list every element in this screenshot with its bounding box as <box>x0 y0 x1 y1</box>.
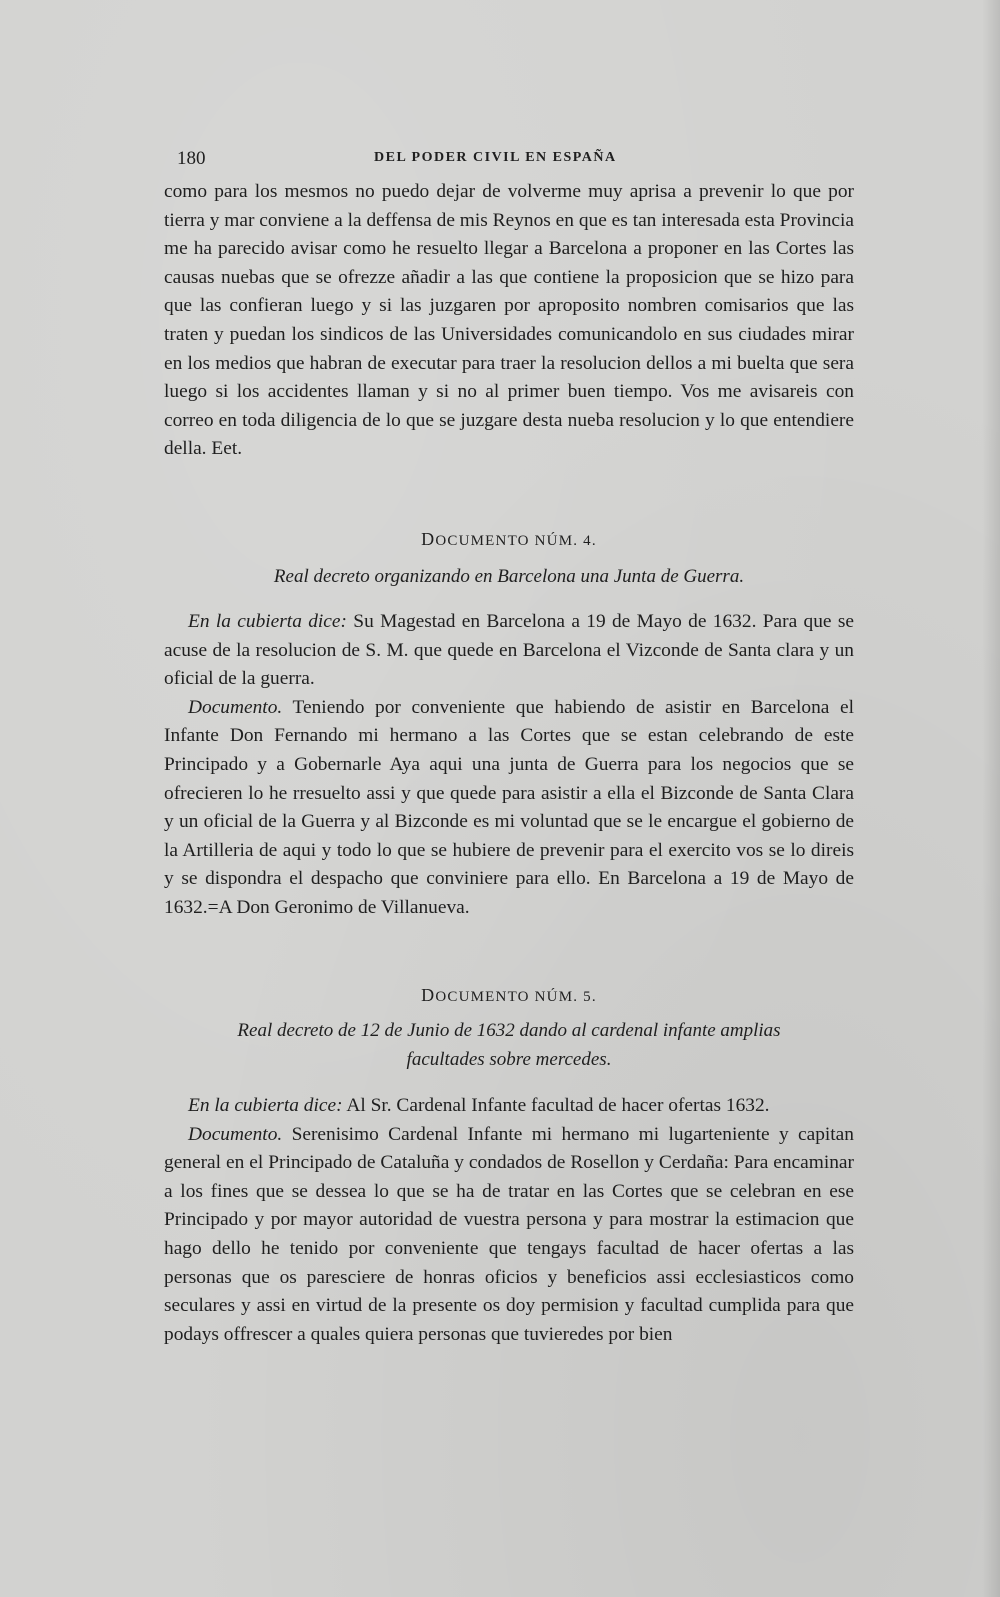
document-5-document-text: Serenisimo Cardenal Infante mi hermano mi lugarteniente y capitan general en el Principado de Cataluña y condados de Rosellon y Cerdaña: Para encaminar a los fines que se dessea lo que se ha de tratar en las Cortes que se celebran en ese Principado y por mayor autoridad de vuestra persona y para mostrar la estimacion que hago dello he tenido por conveniente que tengays facultad de hacer ofertas a las personas que os paresciere de honras oficios y beneficios assi ecclesiasticos como seculares y assi en virtud de la presente os doy permision y facultad cumplida para que podays offrescer a quales quiera personas que tuvieredes por bien <box>164 1123 854 1345</box>
page-header <box>177 148 632 172</box>
document-5-heading-initial: D <box>421 985 436 1005</box>
document-4-cover-paragraph <box>164 608 854 694</box>
document-5-cover-label: En la cubierta dice: <box>188 1095 343 1116</box>
document-5-cover-text: Al Sr. Cardenal Infante facultad de hacer ofertas 1632. <box>346 1095 770 1116</box>
document-4-heading-initial: D <box>421 529 436 549</box>
document-5-title-line-1: Real decreto de 12 de Junio de 1632 dando al cardenal infante amplias <box>237 1020 781 1041</box>
continuation-paragraph-block <box>164 178 854 464</box>
document-5-heading-rest: OCUMENTO NÚM. 5. <box>435 989 597 1005</box>
document-5-title <box>164 1016 854 1074</box>
continuation-paragraph: como para los mesmos no puedo dejar de volverme muy aprisa a prevenir lo que por tierra y mar conviene a la deffensa de mis Reynos en que es tan interesada esta Provincia me ha parecido avisar como he resuelto llegar a Barcelona a proponer en las Cortes las causas nuebas que se ofrezze añadir a las que contiene la proposicion que se hizo para que las confieran luego y si las juzgaren por aproposito nombren comisarios que las traten y puedan los sindicos de las Universidades comunicandolo en sus ciudades mirar en los medios que habran de executar para traer la resolucion dellos a mi buelta que sera luego si los accidentes llaman y si no al primer buen tiempo. Vos me avisareis con correo en toda diligencia de lo que se juzgare desta nueba resolucion y lo que entendiere della. Eet. <box>164 181 854 460</box>
document-5-document-label: Documento. <box>188 1123 283 1145</box>
document-4-heading <box>164 529 854 550</box>
document-4-cover-text: Su Magestad en Barcelona a 19 de Mayo de 1632. Para que se acuse de la resolucion de S. M. que quede en Barcelona el Vizconde de Santa clara y un oficial de la guerra. <box>164 611 854 690</box>
document-5-heading <box>164 985 854 1006</box>
document-5-cover-paragraph <box>164 1092 854 1121</box>
document-4-document-label: Documento. <box>188 696 283 718</box>
page-number: 180 <box>177 148 206 169</box>
document-4-title: Real decreto organizando en Barcelona una Junta de Guerra. <box>273 566 745 587</box>
document-4-heading-rest: OCUMENTO NÚM. 4. <box>435 533 597 549</box>
document-4-document-text: Teniendo por conveniente que habiendo de asistir en Barcelona el Infante Don Fernando mi hermano a las Cortes que se estan celebrando de este Principado y a Gobernarle Aya aqui una junta de Guerra para los negocios que se ofrecieren lo he rresuelto assi y que quede para asistir a ella el Bizconde de Santa Clara y un oficial de la Guerra y al Bizconde es mi voluntad que se le encargue el gobierno de la Artilleria de aqui y todo lo que se hubiere de prevenir para el exercito vos se lo direis y se dispondra el despacho que conviniere para ello. En Barcelona a 19 de Mayo de 1632.=A Don Geronimo de Villanueva. <box>164 696 854 918</box>
document-4-document-paragraph <box>164 694 854 923</box>
running-title: DEL PODER CIVIL EN ESPAÑA <box>374 150 617 165</box>
page-edge-shadow <box>982 0 1000 1597</box>
document-5-title-line-2: facultades sobre mercedes. <box>406 1049 612 1070</box>
document-5-body <box>164 1092 854 1349</box>
document-4-cover-label: En la cubierta dice: <box>188 611 347 632</box>
document-5-document-paragraph <box>164 1121 854 1350</box>
document-4-body <box>164 608 854 923</box>
